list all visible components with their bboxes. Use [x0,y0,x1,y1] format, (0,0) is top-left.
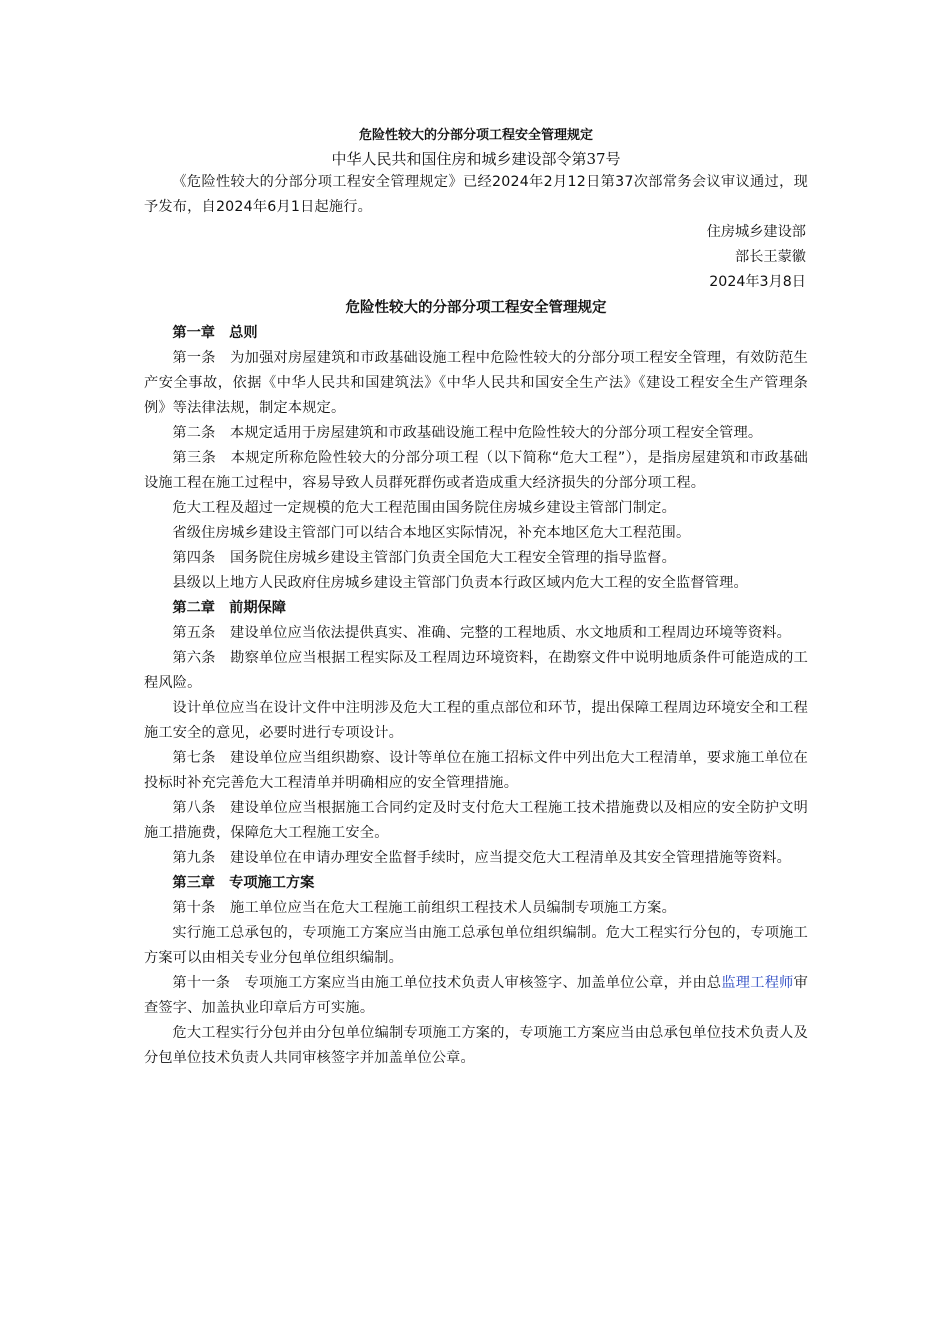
document-small-title: 危险性较大的分部分项工程安全管理规定 [358,128,593,143]
article-paragraph: 实行施工总承包的，专项施工方案应当由施工总承包单位组织编制。危大工程实行分包的，专项施工方案可以由相关专业分包单位组织编制。 [144,925,808,966]
chapter-heading: 第一章 总则 [172,325,258,341]
article-paragraph: 第十条 施工单位应当在危大工程施工前组织工程技术人员编制专项施工方案。 [172,900,676,916]
article-paragraph: 第三条 本规定所称危险性较大的分部分项工程（以下简称“危大工程”），是指房屋建筑和市政基础设施工程在施工过程中，容易导致人员群死群伤或者造成重大经济损失的分部分项工程。 [144,450,808,491]
order-number-line: 中华人民共和国住房和城乡建设部令第37号 [331,150,621,168]
article-paragraph: 第八条 建设单位应当根据施工合同约定及时支付危大工程施工技术措施费以及相应的安全防护文明施工措施费，保障危大工程施工安全。 [144,800,808,841]
article-paragraph: 第九条 建设单位在申请办理安全监督手续时，应当提交危大工程清单及其安全管理措施等资料。 [172,850,792,866]
minister-line: 部长王蒙徽 [735,249,806,265]
article-paragraph: 省级住房城乡建设主管部门可以结合本地区实际情况，补充本地区危大工程范围。 [172,525,691,541]
article-paragraph: 第二条 本规定适用于房屋建筑和市政基础设施工程中危险性较大的分部分项工程安全管理。 [172,425,763,441]
article-paragraph: 第四条 国务院住房城乡建设主管部门负责全国危大工程安全管理的指导监督。 [172,550,676,566]
article-paragraph: 危大工程及超过一定规模的危大工程范围由国务院住房城乡建设主管部门制定。 [172,500,676,516]
article-paragraph: 第五条 建设单位应当依法提供真实、准确、完整的工程地质、水文地质和工程周边环境等资料。 [172,625,792,641]
article-paragraph: 第六条 勘察单位应当根据工程实际及工程周边环境资料，在勘察文件中说明地质条件可能造成的工程风险。 [144,650,808,691]
intro-paragraph: 《危险性较大的分部分项工程安全管理规定》已经2024年2月12日第37次部常务会议审议通过，现予发布，自2024年6月1日起施行。 [144,174,808,215]
article-paragraph [144,971,808,1021]
chapter-heading: 第三章 专项施工方案 [172,875,315,891]
article-paragraph: 第七条 建设单位应当组织勘察、设计等单位在施工招标文件中列出危大工程清单，要求施工单位在投标时补充完善危大工程清单并明确相应的安全管理措施。 [144,750,808,791]
article-paragraph: 危大工程实行分包并由分包单位编制专项施工方案的，专项施工方案应当由总承包单位技术负责人及分包单位技术负责人共同审核签字并加盖单位公章。 [144,1025,808,1066]
issue-date: 2024年3月8日 [709,274,806,290]
article-paragraph: 第一条 为加强对房屋建筑和市政基础设施工程中危险性较大的分部分项工程安全管理，有效防范生产安全事故，依据《中华人民共和国建筑法》《中华人民共和国安全生产法》《建设工程安全生产管理条例》等法律法规，制定本规定。 [144,350,808,416]
article-text: 第十一条 专项施工方案应当由施工单位技术负责人审核签字、加盖单位公章，并由总 [172,975,722,991]
article-paragraph: 县级以上地方人民政府住房城乡建设主管部门负责本行政区域内危大工程的安全监督管理。 [172,575,748,591]
article-paragraph: 设计单位应当在设计文件中注明涉及危大工程的重点部位和环节，提出保障工程周边环境安全和工程施工安全的意见，必要时进行专项设计。 [144,700,808,741]
article-text: 审查签字、加盖执业印章后方可实施。 [144,975,808,1016]
regulation-title: 危险性较大的分部分项工程安全管理规定 [345,300,607,316]
document-body [144,126,808,1071]
issuer-line: 住房城乡建设部 [706,224,806,240]
chapter-heading: 第二章 前期保障 [172,600,286,616]
supervising-engineer-link[interactable]: 监理工程师 [721,975,794,991]
